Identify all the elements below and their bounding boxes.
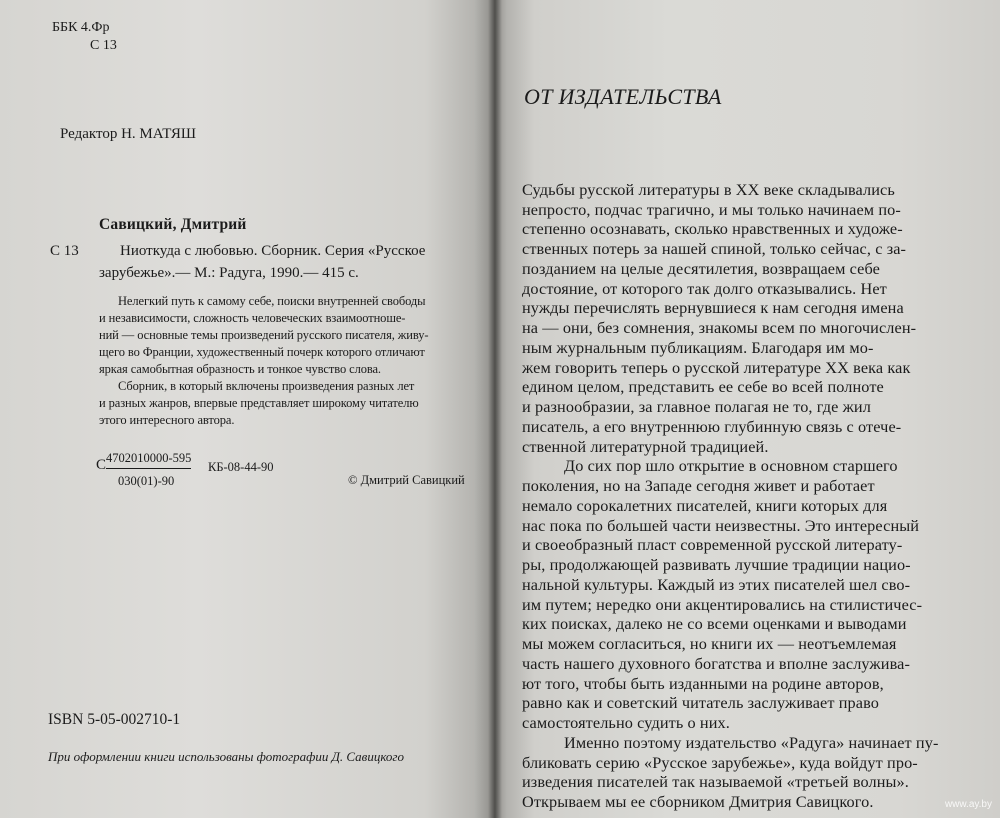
annotation-line: Сборник, в который включены произведения разных лет xyxy=(118,379,415,393)
right-page xyxy=(494,0,1000,818)
body-line: непросто, подчас трагично, и мы только начинаем по- xyxy=(522,199,901,219)
body-line: жем говорить теперь о русской литературе XX века как xyxy=(522,357,911,377)
body-line: часть нашего духовного богатства и вполне заслужива- xyxy=(522,653,910,673)
body-line: ным журнальным публикациям. Благодаря им мо- xyxy=(522,337,874,357)
body-line: ют того, чтобы быть изданными на родине авторов, xyxy=(522,673,884,693)
body-line: Судьбы русской литературы в XX веке складывались xyxy=(522,180,895,199)
author-heading: Савицкий, Дмитрий xyxy=(99,216,247,233)
annotation-line: и разных жанров, впервые представляет широкому читателю xyxy=(99,396,419,410)
left-page xyxy=(0,0,494,818)
section-heading: ОТ ИЗДАТЕЛЬСТВА xyxy=(524,84,722,109)
call-number: С 13 xyxy=(50,243,79,259)
body-line: и разнообразии, за главное полагая не то, где жил xyxy=(522,397,871,417)
annotation-line: щего во Франции, художественный почерк которого отличают xyxy=(99,345,425,359)
annotation-line: и независимости, сложность человеческих взаимоотноше- xyxy=(99,311,406,325)
body-line: на — они, без сомнения, знакомы всем по многочислен- xyxy=(522,318,917,338)
isbn: ISBN 5-05-002710-1 xyxy=(48,711,181,728)
bbk-code: ББК 4.Фр xyxy=(52,20,110,35)
classification-denominator: 030(01)-90 xyxy=(118,474,175,488)
body-line: едином целом, представить ее себе во всей полноте xyxy=(522,377,884,397)
body-line: немало сорокалетних писателей, книги которых для xyxy=(522,495,888,515)
body-line: ких поисках, далеко не со всеми оценками и выводами xyxy=(522,614,907,634)
body-line: ственных потерь за нашей спиной, только сейчас, с за- xyxy=(522,239,907,259)
body-line: Открываем мы ее сборником Дмитрия Савицкого. xyxy=(522,792,874,811)
body-line: нальной культуры. Каждый из этих писателей шел сво- xyxy=(522,574,911,594)
annotation-line: ний — основные темы произведений русского писателя, живу- xyxy=(99,328,429,342)
catalog-line: Ниоткуда с любовью. Сборник. Серия «Русское xyxy=(120,243,426,259)
annotation-line: этого интересного автора. xyxy=(99,413,235,427)
body-line: ры, продолжающей развивать лучшие традиции нацио- xyxy=(522,555,911,575)
book-gutter xyxy=(488,0,502,818)
bbk-index: С 13 xyxy=(90,38,117,53)
catalog-line: зарубежье».— М.: Радуга, 1990.— 415 с. xyxy=(99,265,359,281)
watermark: www.ay.by xyxy=(944,799,992,810)
body-line: писатель, а его внутреннюю глубинную связь с отече- xyxy=(522,416,902,436)
editor-line: Редактор Н. МАТЯШ xyxy=(60,126,197,142)
body-line: изведения писателей так называемой «третьей волны». xyxy=(522,772,909,792)
body-line: мы можем согласиться, но книги их — неотъемлемая xyxy=(522,634,897,654)
copyright: © Дмитрий Савицкий xyxy=(348,473,465,487)
classification-number: 4702010000-595 xyxy=(106,451,191,469)
body-line: нас пока по большей части неизвестны. Это интересный xyxy=(522,515,920,535)
photo-credit: При оформлении книги использованы фотографии Д. Савицкого xyxy=(48,749,404,764)
annotation-line: яркая самобытная образность и тонкое чувство слова. xyxy=(99,362,381,376)
body-line: степенно осознавать, сколько нравственных и художе- xyxy=(522,219,903,239)
classification-prefix: С xyxy=(96,457,107,473)
body-line: и своеобразный пласт современной русской литерату- xyxy=(522,535,903,555)
body-line: самостоятельно судить о них. xyxy=(522,713,730,733)
classification-code: КБ-08-44-90 xyxy=(208,460,274,474)
body-line: бликовать серию «Русское зарубежье», куда войдут про- xyxy=(522,752,918,772)
body-line: нужды перечислять вернувшиеся к нам сегодня имена xyxy=(522,298,904,318)
body-line: им путем; нередко они акцентировались на стилистичес- xyxy=(522,594,923,614)
body-line: Именно поэтому издательство «Радуга» начинает пу- xyxy=(564,732,939,752)
body-line: позданием на целые десятилетия, возвращаем себе xyxy=(522,258,880,278)
body-line: равно как и советский читатель заслуживает право xyxy=(522,693,880,713)
body-line: достояние, от которого так долго отказывались. Нет xyxy=(522,278,887,298)
body-line: До сих пор шло открытие в основном старшего xyxy=(564,456,898,476)
body-line: поколения, но на Западе сегодня живет и работает xyxy=(522,476,875,496)
body-line: ственной литературной традицией. xyxy=(522,436,769,456)
annotation-line: Нелегкий путь к самому себе, поиски внутренней свободы xyxy=(118,294,426,308)
